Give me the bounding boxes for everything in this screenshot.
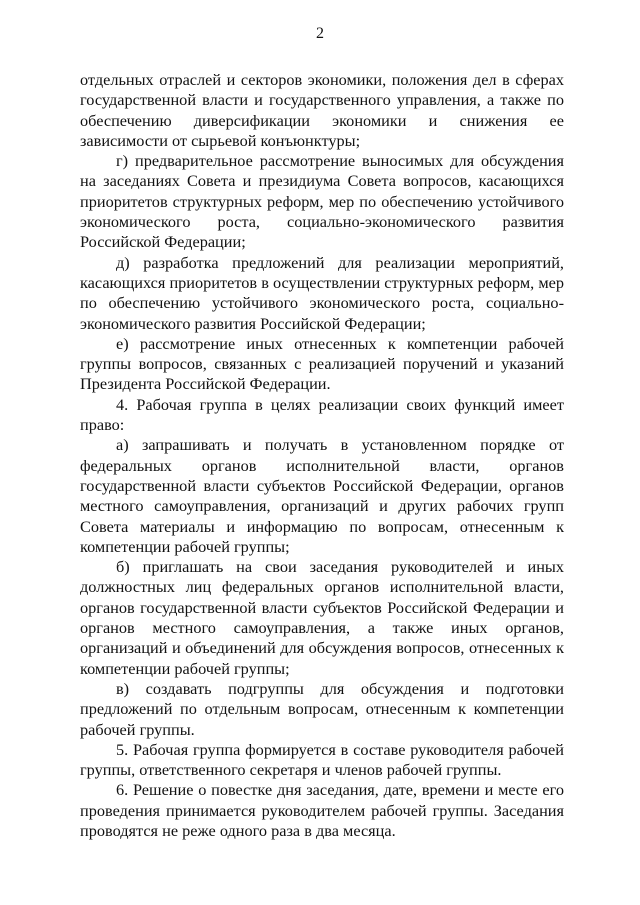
page-number: 2 [316, 25, 324, 42]
paragraph-item-g: г) предварительное рассмотрение выносимых для обсуждения на заседаниях Совета и президиума Совета вопросов, касающихся приоритетов структурных реформ, мер по обеспечению устойчивого экономического роста, социально-экономического развития Российской Федерации; [80, 151, 564, 252]
paragraph-item-e: е) рассмотрение иных отнесенных к компетенции рабочей группы вопросов, связанных с реализацией поручений и указаний Президента Российской Федерации. [80, 333, 564, 394]
paragraph-clause-6: 6. Решение о повестке дня заседания, дате, времени и месте его проведения принимается руководителем рабочей группы. Заседания проводятся не реже одного раза в два месяца. [80, 780, 564, 840]
paragraph-item-b: б) приглашать на свои заседания руководителей и иных должностных лиц федеральных органов исполнительной власти, органов государственной власти субъектов Российской Федерации и органов местного самоуправления, а также иных органов, организаций и объединений для обсуждения вопросов, отнесенных к компетенции рабочей группы; [80, 557, 564, 678]
paragraph-clause-5: 5. Рабочая группа формируется в составе руководителя рабочей группы, ответственного секретаря и членов рабочей группы. [80, 739, 564, 780]
paragraph-continuation: отдельных отраслей и секторов экономики, положения дел в сферах государственной власти и государственного управления, а также по обеспечению диверсификации экономики и снижения ее зависимости от сырьевой конъюнктуры; [80, 70, 564, 150]
paragraph-item-d: д) разработка предложений для реализации мероприятий, касающихся приоритетов в осуществлении структурных реформ, мер по обеспечению устойчивого экономического роста, социально-экономического развития Российской Федерации; [80, 252, 564, 333]
document-body [80, 70, 564, 841]
paragraph-clause-4: 4. Рабочая группа в целях реализации своих функций имеет право: [80, 394, 564, 435]
paragraph-item-v: в) создавать подгруппы для обсуждения и подготовки предложений по отдельным вопросам, отнесенным к компетенции рабочей группы. [80, 678, 564, 739]
paragraph-item-a: а) запрашивать и получать в установленном порядке от федеральных органов исполнительной власти, органов государственной власти субъектов Российской Федерации, органов местного самоуправления, организаций и других рабочих групп Совета материалы и информацию по вопросам, отнесенным к компетенции рабочей группы; [80, 435, 564, 556]
